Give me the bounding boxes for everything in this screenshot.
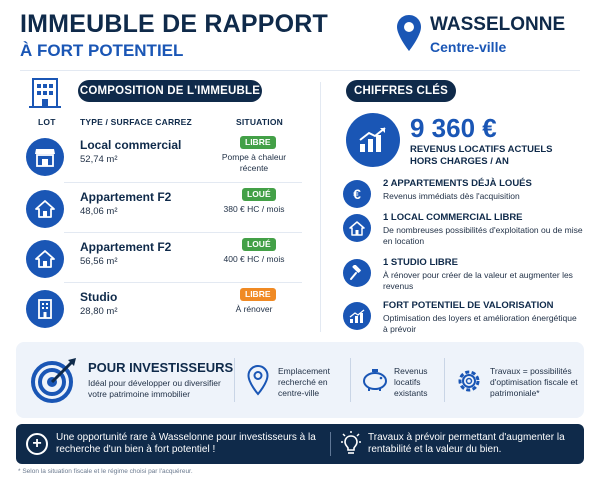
status-badge: LOUÉ bbox=[242, 188, 276, 201]
feature-item bbox=[343, 257, 593, 301]
lot-surface: 48,06 m² bbox=[80, 206, 118, 217]
lot-surface: 52,74 m² bbox=[80, 154, 118, 165]
feature-item bbox=[343, 300, 593, 344]
location-pin-icon bbox=[396, 14, 422, 52]
lot-name: Appartement F2 bbox=[80, 190, 172, 204]
banner-right-text: Travaux à prévoir permettant d'augmenter la rentabilité et la valeur du bien. bbox=[368, 432, 565, 455]
status-badge: LIBRE bbox=[240, 136, 276, 149]
feature-desc: De nombreuses possibilités d'exploitation ou de mise en location bbox=[383, 225, 583, 246]
status-badge: LOUÉ bbox=[242, 238, 276, 251]
shop-icon bbox=[34, 147, 56, 167]
lot-situation: 400 € HC / mois bbox=[223, 254, 285, 264]
kpi-icon-circle bbox=[346, 113, 400, 167]
feature-desc: Optimisation des loyers et amélioration énergétique à prévoir bbox=[383, 313, 577, 334]
lot-icon-circle bbox=[26, 138, 64, 176]
lot-row-studio bbox=[22, 284, 312, 332]
lot-icon-circle bbox=[26, 240, 64, 278]
lot-surface: 56,56 m² bbox=[80, 256, 118, 267]
investor-benefit: Emplacement recherché en centre-ville bbox=[278, 366, 330, 398]
investor-benefit: Travaux = possibilités d'optimisation fiscale et patrimoniale* bbox=[490, 366, 578, 398]
kpi-label: REVENUS LOCATIFS ACTUELS HORS CHARGES / AN bbox=[410, 144, 553, 167]
lot-name: Studio bbox=[80, 290, 118, 304]
feature-icon-circle bbox=[343, 214, 371, 242]
target-icon bbox=[30, 354, 80, 404]
feature-title: 2 APPARTEMENTS DÉJÀ LOUÉS bbox=[383, 178, 532, 189]
lot-row-appartement-f2-a bbox=[22, 184, 312, 232]
feature-title: 1 LOCAL COMMERCIAL LIBRE bbox=[383, 212, 523, 223]
footnote: * Selon la situation fiscale et le régime choisi par l'acquéreur. bbox=[18, 468, 193, 475]
plus-icon: + bbox=[26, 433, 48, 455]
banner-left-text: Une opportunité rare à Wasselonne pour investisseurs à la recherche d'un bien à fort potentiel ! bbox=[56, 432, 316, 455]
lot-situation: 380 € HC / mois bbox=[223, 204, 285, 214]
gear-icon bbox=[454, 366, 484, 396]
feature-icon-circle bbox=[343, 259, 371, 287]
growth-chart-icon bbox=[349, 309, 365, 324]
lot-row-local-commercial bbox=[22, 132, 312, 180]
lot-situation: À rénover bbox=[235, 304, 273, 314]
banner-divider bbox=[330, 432, 331, 456]
feature-item bbox=[343, 212, 593, 256]
status-badge: LIBRE bbox=[240, 288, 276, 301]
house-icon bbox=[349, 221, 365, 236]
hammer-icon bbox=[349, 265, 365, 281]
band-divider bbox=[444, 358, 445, 402]
location-pin-icon bbox=[246, 364, 270, 396]
building-icon bbox=[26, 76, 64, 108]
row-divider bbox=[64, 182, 302, 183]
location-city: WASSELONNE bbox=[430, 14, 566, 35]
kpi-value: 9 360 € bbox=[410, 113, 497, 143]
column-header-situation: SITUATION bbox=[236, 117, 283, 127]
lot-row-appartement-f2-b bbox=[22, 234, 312, 282]
building-icon bbox=[35, 298, 55, 320]
lot-surface: 28,80 m² bbox=[80, 306, 118, 317]
page-subtitle: À FORT POTENTIEL bbox=[20, 41, 184, 60]
column-header-type: TYPE / SURFACE CARREZ bbox=[80, 117, 192, 127]
growth-chart-icon bbox=[357, 126, 389, 154]
house-icon bbox=[34, 249, 56, 269]
feature-desc: Revenus immédiats dès l'acquisition bbox=[383, 191, 520, 201]
investors-title: POUR INVESTISSEURS bbox=[88, 360, 234, 375]
feature-desc: À rénover pour créer de la valeur et augmenter les revenus bbox=[383, 270, 573, 291]
lot-name: Local commercial bbox=[80, 138, 182, 152]
investors-desc: Idéal pour développer ou diversifier votre patrimoine immobilier bbox=[88, 378, 221, 399]
chiffres-title: CHIFFRES CLÉS bbox=[346, 80, 456, 102]
piggy-bank-icon bbox=[360, 366, 390, 392]
lot-name: Appartement F2 bbox=[80, 240, 172, 254]
band-divider bbox=[350, 358, 351, 402]
page-title: IMMEUBLE DE RAPPORT bbox=[20, 10, 328, 38]
investor-benefit: Revenus locatifs existants bbox=[394, 366, 428, 398]
lightbulb-icon bbox=[338, 430, 364, 458]
lot-situation: Pompe à chaleur récente bbox=[221, 152, 287, 173]
header-divider bbox=[20, 70, 580, 71]
lot-icon-circle bbox=[26, 290, 64, 328]
header bbox=[20, 10, 360, 62]
feature-title: 1 STUDIO LIBRE bbox=[383, 257, 458, 268]
section-divider bbox=[320, 82, 321, 332]
feature-icon-circle bbox=[343, 302, 371, 330]
row-divider bbox=[64, 282, 302, 283]
row-divider bbox=[64, 232, 302, 233]
location-block bbox=[396, 14, 565, 56]
lot-icon-circle bbox=[26, 190, 64, 228]
column-header-lot: LOT bbox=[38, 117, 56, 127]
band-divider bbox=[234, 358, 235, 402]
house-icon bbox=[34, 199, 56, 219]
bottom-banner bbox=[16, 424, 584, 464]
composition-title: COMPOSITION DE L'IMMEUBLE bbox=[78, 80, 262, 102]
feature-title: FORT POTENTIEL DE VALORISATION bbox=[383, 300, 554, 311]
location-area: Centre-ville bbox=[430, 39, 507, 55]
investors-band bbox=[16, 342, 584, 418]
euro-icon: € bbox=[343, 180, 371, 208]
